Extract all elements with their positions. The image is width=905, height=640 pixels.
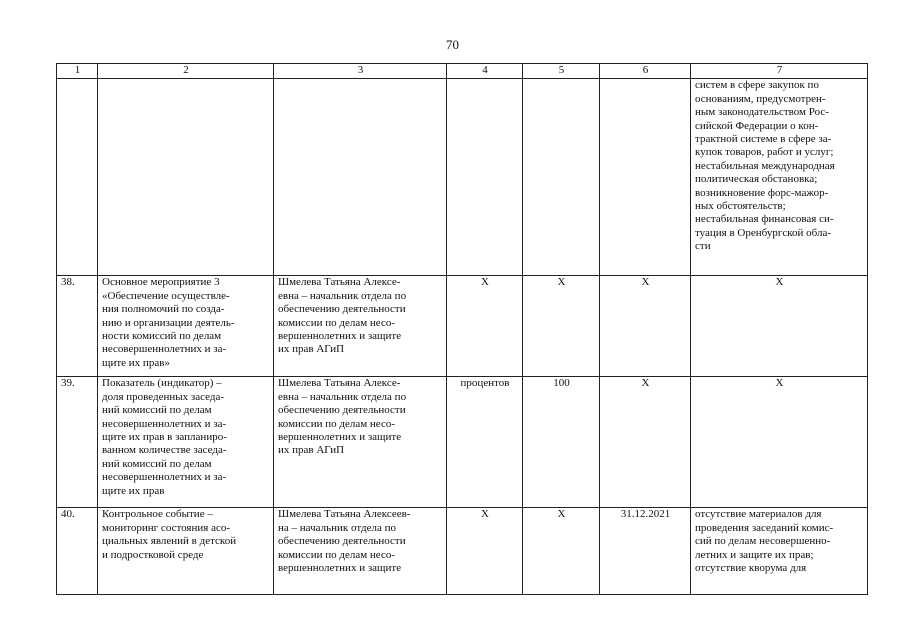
text-line: «Обеспечение осуществле- <box>102 289 230 302</box>
text-line: ности комиссий по делам <box>102 330 222 343</box>
text-line: комиссии по делам несо- <box>278 316 395 329</box>
row-number: 39. <box>57 377 98 508</box>
activity-name <box>98 276 274 377</box>
text-line: трактной системе в сфере за- <box>695 133 832 146</box>
text-line: вершеннолетних и защите <box>278 562 402 575</box>
text-line: Показатель (индикатор) – <box>102 377 222 390</box>
text-line: летних и защите их прав; <box>695 548 814 561</box>
header-cell: 5 <box>523 64 600 79</box>
text-line: ний комиссий по делам <box>102 404 212 417</box>
header-cell: 4 <box>447 64 523 79</box>
table-row <box>57 377 868 508</box>
header-cell: 2 <box>98 64 274 79</box>
header-row <box>57 64 868 79</box>
text-line: мониторинг состояния асо- <box>102 521 230 534</box>
text-line: нию и организации деятель- <box>102 316 235 329</box>
text-line: на – начальник отдела по <box>278 521 396 534</box>
text-line: несовершеннолетних и за- <box>102 471 227 484</box>
text-line: несовершеннолетних и за- <box>102 343 227 356</box>
risks-cell <box>691 377 868 508</box>
text-line: и подростковой среде <box>102 548 204 561</box>
text-line: несовершеннолетних и за- <box>102 417 227 430</box>
responsible-person <box>274 276 447 377</box>
text-line: обеспечению деятельности <box>278 535 406 548</box>
text-line: ванном количестве заседа- <box>102 444 227 457</box>
risks-cell <box>691 79 868 276</box>
header-cell: 7 <box>691 64 868 79</box>
text-line: евна – начальник отдела по <box>278 289 407 302</box>
text-line: ния полномочий по созда- <box>102 303 225 316</box>
text-line: сийской Федерации о кон- <box>695 119 819 132</box>
risks-cell <box>691 508 868 595</box>
text-line: нестабильная финансовая си- <box>695 213 834 226</box>
text-line: Х <box>775 377 784 390</box>
text-line: систем в сфере закупок по <box>695 79 819 92</box>
activity-name <box>98 508 274 595</box>
header-cell: 1 <box>57 64 98 79</box>
text-line: сти <box>695 240 711 253</box>
table-row <box>57 276 868 377</box>
program-table <box>56 63 868 595</box>
unit-cell: Х <box>447 276 523 377</box>
text-line: туация в Оренбургской обла- <box>695 226 831 239</box>
text-line: ний комиссий по делам <box>102 457 212 470</box>
value-cell: Х <box>523 276 600 377</box>
text-line: проведения заседаний комис- <box>695 521 834 534</box>
date-cell: Х <box>600 276 691 377</box>
text-line: Шмелева Татьяна Алексе- <box>278 377 401 390</box>
table-row-continuation <box>57 79 868 276</box>
text-line: сий по делам несовершенно- <box>695 535 831 548</box>
unit-cell: Х <box>447 508 523 595</box>
text-line: Шмелева Татьяна Алексе- <box>278 276 401 289</box>
text-line: комиссии по делам несо- <box>278 417 395 430</box>
text-line: щите их прав <box>102 484 165 497</box>
value-cell: 100 <box>523 377 600 508</box>
risks-cell <box>691 276 868 377</box>
text-line: щите их прав в запланиро- <box>102 431 227 444</box>
text-line: циальных явлений в детской <box>102 535 237 548</box>
text-line: ным законодательством Рос- <box>695 106 829 119</box>
text-line: отсутствие кворума для <box>695 562 807 575</box>
date-cell: Х <box>600 377 691 508</box>
text-line: Контрольное событие – <box>102 508 213 521</box>
text-line: возникновение форс-мажор- <box>695 186 829 199</box>
text-line: основаниям, предусмотрен- <box>695 92 826 105</box>
text-line: вершеннолетних и защите <box>278 431 402 444</box>
header-cell: 3 <box>274 64 447 79</box>
responsible-person <box>274 377 447 508</box>
text-line: обеспечению деятельности <box>278 303 406 316</box>
text-line: комиссии по делам несо- <box>278 548 395 561</box>
text-line: их прав АГиП <box>278 343 345 356</box>
text-line: купок товаров, работ и услуг; <box>695 146 834 159</box>
text-line: отсутствие материалов для <box>695 508 822 521</box>
row-number: 38. <box>57 276 98 377</box>
unit-cell: процентов <box>447 377 523 508</box>
date-cell: 31.12.2021 <box>600 508 691 595</box>
text-line: политическая обстановка; <box>695 173 818 186</box>
row-number: 40. <box>57 508 98 595</box>
text-line: обеспечению деятельности <box>278 404 406 417</box>
text-line: евна – начальник отдела по <box>278 390 407 403</box>
value-cell: Х <box>523 508 600 595</box>
table-row <box>57 508 868 595</box>
text-line: Шмелева Татьяна Алексеев- <box>278 508 411 521</box>
text-line: Основное мероприятие 3 <box>102 276 220 289</box>
text-line: доля проведенных заседа- <box>102 390 225 403</box>
page-number: 70 <box>446 37 459 52</box>
activity-name <box>98 377 274 508</box>
text-line: нестабильная международная <box>695 159 835 172</box>
text-line: Х <box>775 276 784 289</box>
header-cell: 6 <box>600 64 691 79</box>
text-line: ных обстоятельств; <box>695 200 786 213</box>
text-line: вершеннолетних и защите <box>278 330 402 343</box>
text-line: их прав АГиП <box>278 444 345 457</box>
responsible-person <box>274 508 447 595</box>
text-line: щите их прав» <box>102 356 170 369</box>
